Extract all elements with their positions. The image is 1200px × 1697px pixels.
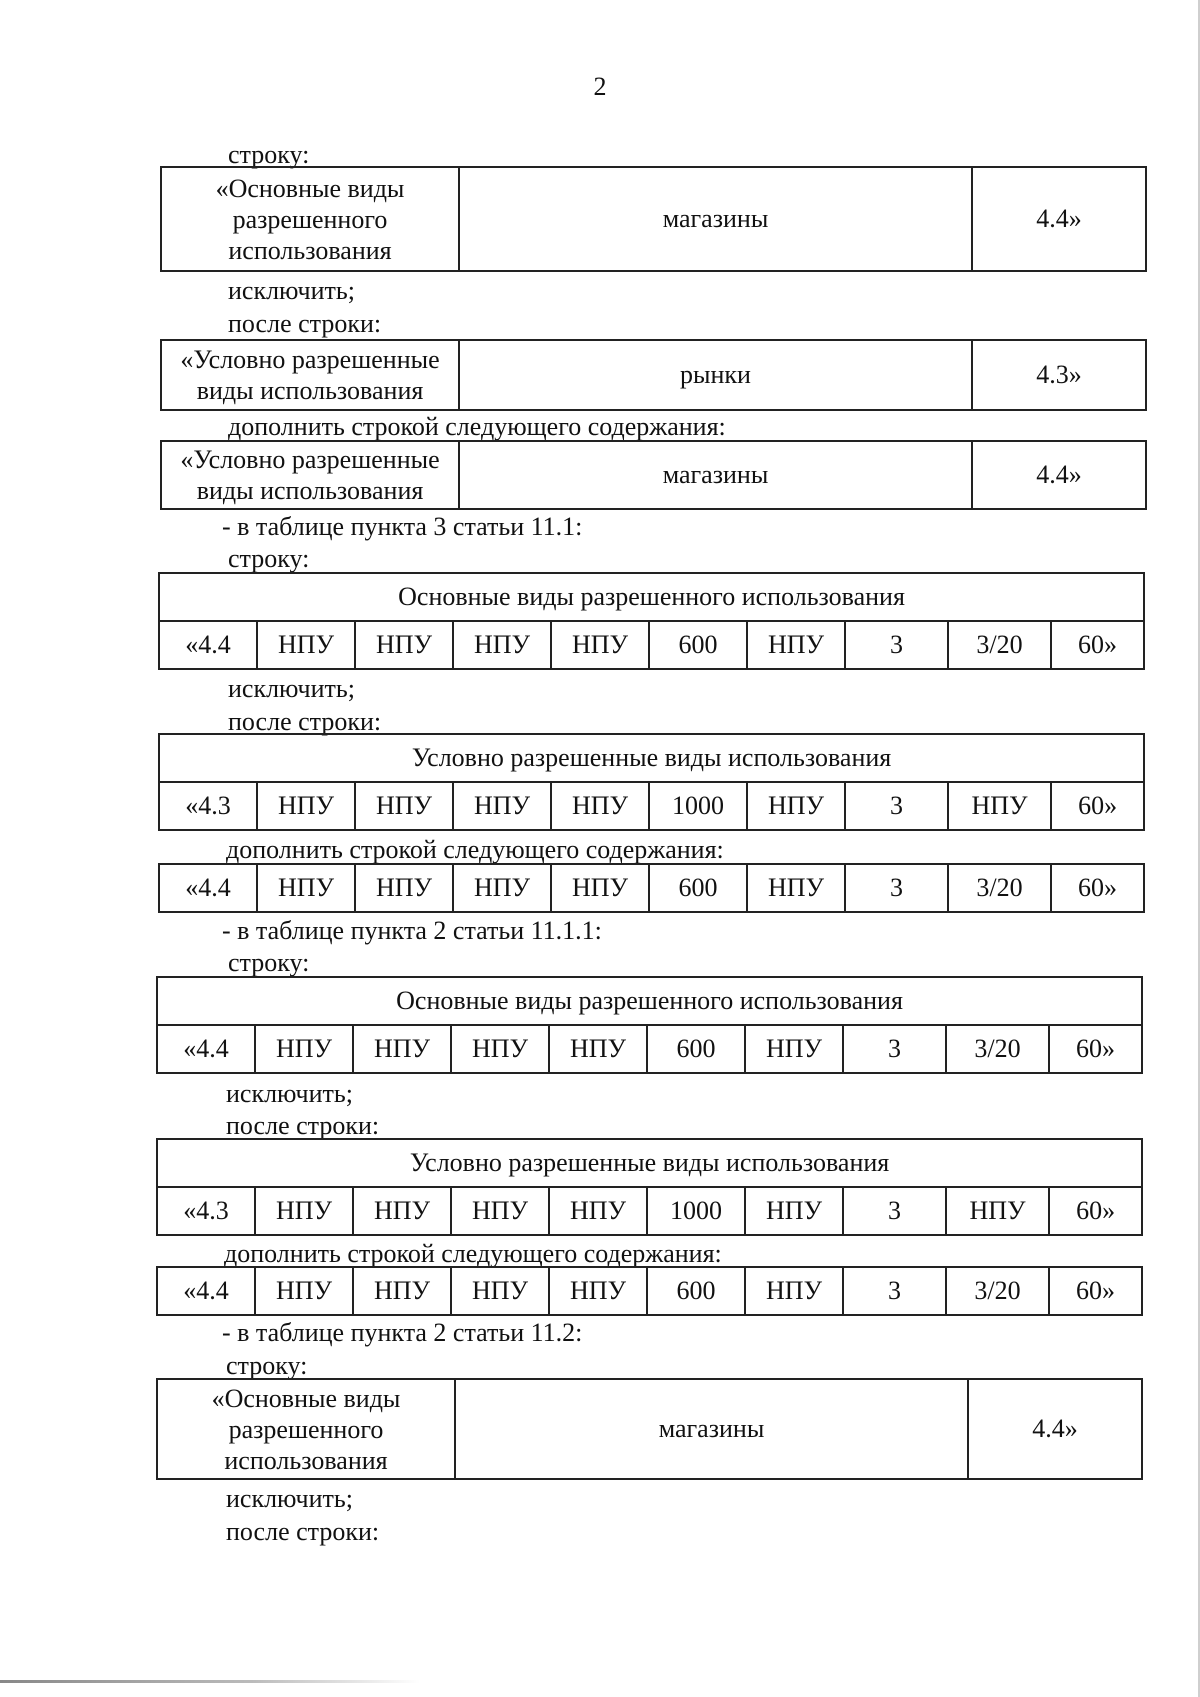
text-line: после строки: [226,1517,380,1546]
table-cell: НПУ [549,1187,647,1235]
table-params-new-4-4 [158,863,1145,913]
text-line: строку: [226,1351,308,1380]
table-cell: НПУ [551,864,649,912]
table-cell: НПУ [257,782,355,830]
table-cell: «4.4 [159,621,257,669]
table-cell: НПУ [747,782,845,830]
page-number: 2 [593,72,607,101]
table-cell: НПУ [549,1267,647,1315]
table-cell-use: магазины [459,167,972,271]
table-header: Основные виды разрешенного использования [157,977,1142,1025]
table-cell: НПУ [745,1025,843,1073]
table-cell: НПУ [355,864,453,912]
table-cell: 1000 [647,1187,745,1235]
table-cell: 3 [845,621,948,669]
table-cell: 1000 [649,782,747,830]
table-cell-use: магазины [459,441,972,509]
text-line: - в таблице пункта 3 статьи 11.1: [222,512,583,541]
table-cell-code: 4.4» [972,167,1146,271]
table-cell-category [157,1379,455,1479]
cell-line: виды использования [196,476,424,505]
table-cell: «4.3 [157,1187,255,1235]
cell-line: виды использования [196,376,424,405]
table-cell: «4.4 [157,1025,255,1073]
table-cell: НПУ [257,621,355,669]
table-params-conditional-4-3 [158,733,1145,831]
table-cell: 60» [1051,782,1144,830]
text-line: строку: [228,544,310,573]
text-line: после строки: [228,707,382,736]
table-cell: НПУ [745,1267,843,1315]
table-cell: 3 [845,864,948,912]
table-cell: 600 [649,864,747,912]
table-cell: 600 [647,1267,745,1315]
table-cell: «4.3 [159,782,257,830]
table-cell: НПУ [451,1025,549,1073]
cell-line: использования [224,1445,388,1475]
cell-line: «Условно разрешенные [180,445,440,474]
table-cell: 60» [1049,1025,1142,1073]
table-header: Условно разрешенные виды использования [157,1139,1142,1187]
table-conditional-uses-shops [160,440,1147,510]
table-header: Основные виды разрешенного использования [159,573,1144,621]
text-line: - в таблице пункта 2 статьи 11.2: [222,1318,583,1347]
table-conditional-uses-markets [160,339,1147,411]
table-cell-code: 4.3» [972,340,1146,410]
text-line: дополнить строкой следующего содержания: [228,412,726,441]
text-line: строку: [228,140,310,169]
table-cell: 600 [647,1025,745,1073]
table-cell: 3 [843,1025,946,1073]
text-line: после строки: [228,309,382,338]
table-cell: НПУ [257,864,355,912]
table-cell: НПУ [355,621,453,669]
table-cell: НПУ [353,1187,451,1235]
table-cell: НПУ [453,621,551,669]
table-cell: НПУ [745,1187,843,1235]
table-cell: НПУ [353,1025,451,1073]
table-cell-category [161,441,459,509]
table-cell: «4.4 [159,864,257,912]
text-line: исключить; [226,1079,353,1108]
table-cell: НПУ [451,1187,549,1235]
table-cell-category [161,340,459,410]
table-cell: 3/20 [946,1267,1049,1315]
cell-line: использования [228,235,392,265]
text-line: исключить; [228,276,355,305]
table-header: Условно разрешенные виды использования [159,734,1144,782]
table-params-main-4-4-b [156,976,1143,1074]
text-line: дополнить строкой следующего содержания: [226,835,724,864]
table-cell: 3/20 [946,1025,1049,1073]
table-cell: НПУ [946,1187,1049,1235]
table-cell: НПУ [255,1187,353,1235]
table-cell: НПУ [453,864,551,912]
text-line: после строки: [226,1111,380,1140]
table-main-uses-shops [160,166,1147,272]
table-cell: НПУ [549,1025,647,1073]
table-cell: 60» [1051,864,1144,912]
table-params-new-4-4-b [156,1266,1143,1316]
table-cell: «4.4 [157,1267,255,1315]
cell-line: «Основные виды [215,173,405,203]
text-line: дополнить строкой следующего содержания: [224,1239,722,1268]
scan-edge-line [0,1680,420,1683]
cell-line: «Основные виды [211,1383,401,1413]
table-cell-category [161,167,459,271]
table-cell: 3 [843,1187,946,1235]
table-cell: НПУ [747,621,845,669]
table-cell: НПУ [453,782,551,830]
text-line: исключить; [226,1484,353,1513]
table-cell: НПУ [551,782,649,830]
table-cell-code: 4.4» [968,1379,1142,1479]
table-cell: НПУ [353,1267,451,1315]
table-cell: НПУ [451,1267,549,1315]
cell-line: разрешенного [232,204,388,234]
cell-line: разрешенного [228,1414,384,1444]
table-cell: 60» [1051,621,1144,669]
table-cell: 60» [1049,1267,1142,1315]
table-cell-use: магазины [455,1379,968,1479]
cell-line: «Условно разрешенные [180,345,440,374]
table-cell-use: рынки [459,340,972,410]
text-line: - в таблице пункта 2 статьи 11.1.1: [222,916,602,945]
table-params-main-4-4 [158,572,1145,670]
table-cell: 3/20 [948,621,1051,669]
table-cell: 60» [1049,1187,1142,1235]
table-cell: НПУ [747,864,845,912]
table-main-uses-shops-b [156,1378,1143,1480]
table-cell: НПУ [255,1025,353,1073]
table-cell-code: 4.4» [972,441,1146,509]
table-cell: НПУ [255,1267,353,1315]
table-cell: 3/20 [948,864,1051,912]
text-line: исключить; [228,674,355,703]
table-cell: НПУ [948,782,1051,830]
table-cell: 600 [649,621,747,669]
table-cell: НПУ [551,621,649,669]
table-cell: 3 [845,782,948,830]
table-params-conditional-4-3-b [156,1138,1143,1236]
table-cell: НПУ [355,782,453,830]
text-line: строку: [228,948,310,977]
table-cell: 3 [843,1267,946,1315]
